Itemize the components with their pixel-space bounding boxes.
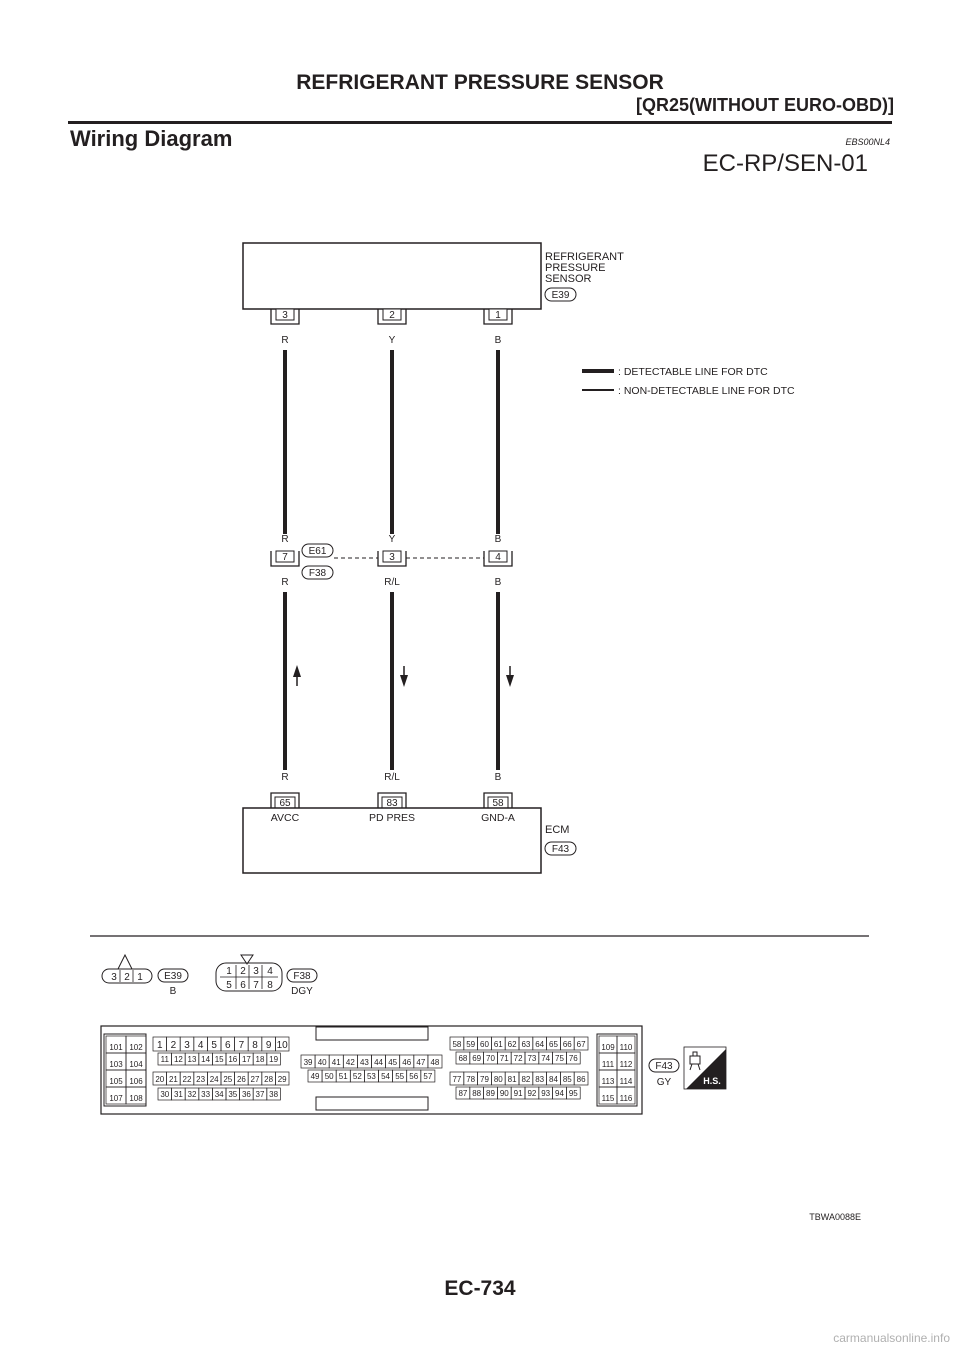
ecm-pin-65 bbox=[271, 793, 299, 809]
f43-pin-43: 43 bbox=[359, 1058, 369, 1067]
connector-view-e39 bbox=[102, 955, 188, 997]
ecm-connector-label: F43 bbox=[551, 844, 570, 855]
f43-pin-55: 55 bbox=[395, 1072, 405, 1081]
ecm-pin-name-gnd-a: GND-A bbox=[481, 812, 515, 824]
f43-pin-14: 14 bbox=[201, 1055, 211, 1064]
junction-connector-label-top: E61 bbox=[308, 546, 327, 557]
f43-pin-17: 17 bbox=[241, 1055, 251, 1064]
f43-pin-94: 94 bbox=[555, 1089, 564, 1098]
f43-pin-90: 90 bbox=[499, 1089, 509, 1098]
f43-pin-73: 73 bbox=[527, 1054, 537, 1063]
f43-pin-74: 74 bbox=[541, 1054, 551, 1063]
f43-pin-80: 80 bbox=[493, 1075, 503, 1084]
f43-pin-75: 75 bbox=[555, 1054, 564, 1063]
svg-text:2: 2 bbox=[389, 310, 395, 321]
f43-pin-46: 46 bbox=[402, 1058, 412, 1067]
f43-pin-59: 59 bbox=[466, 1040, 476, 1049]
f43-pin-105: 105 bbox=[109, 1077, 123, 1086]
svg-text:1: 1 bbox=[495, 310, 501, 321]
f43-pin-84: 84 bbox=[549, 1075, 558, 1084]
harness-side-label: H.S. bbox=[703, 1076, 721, 1086]
f43-pin-28: 28 bbox=[264, 1075, 274, 1084]
junction-pin-4 bbox=[484, 551, 512, 566]
figure-id: TBWA0088E bbox=[809, 1212, 861, 1222]
f43-pin-4: 4 bbox=[197, 1040, 204, 1051]
f43-pin-56: 56 bbox=[409, 1072, 419, 1081]
junction-connector-label-bottom: F38 bbox=[308, 568, 327, 579]
f43-pin-34: 34 bbox=[214, 1090, 224, 1099]
f43-pin-47: 47 bbox=[416, 1058, 426, 1067]
f43-pin-48: 48 bbox=[430, 1058, 440, 1067]
wire-color-top-mid: Y bbox=[388, 335, 396, 346]
wire-color-junction-lower-right: B bbox=[494, 577, 502, 588]
svg-text:1: 1 bbox=[226, 966, 232, 977]
f43-pin-3: 3 bbox=[184, 1040, 190, 1051]
f43-pin-88: 88 bbox=[472, 1089, 482, 1098]
legend-detectable-label: : DETECTABLE LINE FOR DTC bbox=[618, 366, 768, 378]
ecm-pin-name-avcc: AVCC bbox=[270, 812, 300, 824]
page-number: EC-734 bbox=[444, 1277, 516, 1300]
e39-connector-color: B bbox=[169, 986, 177, 997]
f43-pin-91: 91 bbox=[513, 1089, 523, 1098]
f43-pin-57: 57 bbox=[423, 1072, 433, 1081]
ecm-pin-58 bbox=[484, 793, 512, 809]
legend-non-detectable-label: : NON-DETECTABLE LINE FOR DTC bbox=[618, 385, 795, 397]
f43-pin-25: 25 bbox=[223, 1075, 233, 1084]
f43-pin-26: 26 bbox=[236, 1075, 246, 1084]
f43-pin-78: 78 bbox=[466, 1075, 476, 1084]
f43-pin-62: 62 bbox=[507, 1040, 517, 1049]
wire-color-junction-upper-left: R bbox=[281, 534, 289, 545]
e39-pin-1: 1 bbox=[137, 972, 143, 983]
wire-color-junction-lower-mid: R/L bbox=[384, 577, 400, 588]
wire-color-bottom-left: R bbox=[281, 772, 289, 783]
f43-pin-52: 52 bbox=[352, 1072, 362, 1081]
f43-pin-79: 79 bbox=[480, 1075, 489, 1084]
page-title: REFRIGERANT PRESSURE SENSOR bbox=[296, 71, 664, 94]
f43-pin-32: 32 bbox=[187, 1090, 197, 1099]
f43-pin-49: 49 bbox=[310, 1072, 320, 1081]
arrow-up-icon bbox=[293, 665, 301, 686]
f43-pin-5: 5 bbox=[211, 1040, 217, 1051]
f43-pin-93: 93 bbox=[541, 1089, 551, 1098]
f43-pin-2: 2 bbox=[170, 1040, 177, 1051]
f43-pin-87: 87 bbox=[458, 1089, 468, 1098]
f43-pin-9: 9 bbox=[265, 1040, 272, 1051]
svg-text:6: 6 bbox=[240, 980, 246, 991]
f43-pin-114: 114 bbox=[619, 1077, 633, 1086]
f43-pin-35: 35 bbox=[228, 1090, 238, 1099]
page-subtitle: [QR25(WITHOUT EURO-OBD)] bbox=[636, 95, 894, 115]
svg-text:2: 2 bbox=[240, 966, 246, 977]
svg-text:3: 3 bbox=[282, 310, 288, 321]
diagram-id: EC-RP/SEN-01 bbox=[702, 150, 868, 177]
f43-pin-65: 65 bbox=[549, 1040, 558, 1049]
f43-pin-23: 23 bbox=[196, 1075, 206, 1084]
f43-pin-68: 68 bbox=[458, 1054, 468, 1063]
f43-pin-71: 71 bbox=[499, 1054, 509, 1063]
ecm-pin-83 bbox=[378, 793, 406, 809]
f43-pin-18: 18 bbox=[255, 1055, 265, 1064]
wire-color-junction-upper-mid: Y bbox=[388, 534, 396, 545]
f43-pin-103: 103 bbox=[109, 1060, 123, 1069]
f43-pin-113: 113 bbox=[601, 1077, 615, 1086]
f43-pin-27: 27 bbox=[250, 1075, 260, 1084]
f43-pin-86: 86 bbox=[576, 1075, 586, 1084]
f43-pin-30: 30 bbox=[160, 1090, 170, 1099]
f43-pin-50: 50 bbox=[324, 1072, 334, 1081]
svg-text:3: 3 bbox=[253, 966, 259, 977]
f43-pin-66: 66 bbox=[562, 1040, 572, 1049]
svg-text:4: 4 bbox=[495, 552, 501, 563]
connector-view-f38 bbox=[216, 955, 317, 997]
f43-pin-44: 44 bbox=[374, 1058, 384, 1067]
wire-color-top-left: R bbox=[281, 335, 289, 346]
f43-pin-11: 11 bbox=[160, 1055, 169, 1064]
sensor-box bbox=[243, 243, 541, 309]
f43-pin-45: 45 bbox=[388, 1058, 398, 1067]
arrow-down-icon bbox=[400, 666, 408, 687]
f43-pin-81: 81 bbox=[507, 1075, 517, 1084]
wire-color-bottom-right: B bbox=[494, 772, 502, 783]
f43-pin-89: 89 bbox=[486, 1089, 495, 1098]
f43-pin-6: 6 bbox=[225, 1040, 231, 1051]
svg-text:4: 4 bbox=[267, 966, 273, 977]
f43-pin-110: 110 bbox=[619, 1043, 633, 1052]
f43-pin-111: 111 bbox=[601, 1060, 615, 1069]
svg-text:7: 7 bbox=[253, 980, 259, 991]
f43-pin-39: 39 bbox=[303, 1058, 313, 1067]
svg-text:5: 5 bbox=[226, 980, 232, 991]
connector-view-f43 bbox=[101, 1026, 642, 1114]
f43-pin-8: 8 bbox=[252, 1040, 258, 1051]
f43-pin-13: 13 bbox=[187, 1055, 197, 1064]
f43-pin-77: 77 bbox=[452, 1075, 462, 1084]
f43-pin-38: 38 bbox=[269, 1090, 279, 1099]
ecm-name: ECM bbox=[545, 824, 570, 836]
f43-pin-64: 64 bbox=[535, 1040, 545, 1049]
f43-pin-82: 82 bbox=[521, 1075, 531, 1084]
svg-text:8: 8 bbox=[267, 980, 273, 991]
f43-pin-83: 83 bbox=[535, 1075, 545, 1084]
f43-pin-10: 10 bbox=[276, 1040, 288, 1051]
f43-pin-33: 33 bbox=[201, 1090, 211, 1099]
junction-pin-7 bbox=[271, 551, 299, 566]
f43-pin-42: 42 bbox=[345, 1058, 355, 1067]
f43-pin-53: 53 bbox=[366, 1072, 376, 1081]
f43-pin-58: 58 bbox=[452, 1040, 462, 1049]
section-title: Wiring Diagram bbox=[70, 126, 233, 151]
f43-pin-115: 115 bbox=[601, 1094, 615, 1103]
f43-connector-id: F43 bbox=[655, 1061, 673, 1072]
f43-pin-69: 69 bbox=[472, 1054, 482, 1063]
footer-watermark: carmanualsonline.info bbox=[833, 1331, 950, 1345]
sensor-name-3: SENSOR bbox=[545, 273, 592, 285]
f43-pin-16: 16 bbox=[228, 1055, 238, 1064]
f43-pin-12: 12 bbox=[173, 1055, 183, 1064]
f43-pin-95: 95 bbox=[568, 1089, 578, 1098]
svg-text:58: 58 bbox=[492, 798, 504, 809]
f43-pin-92: 92 bbox=[527, 1089, 537, 1098]
arrow-down-icon bbox=[506, 666, 514, 687]
f43-pin-116: 116 bbox=[619, 1094, 633, 1103]
f38-connector-color: DGY bbox=[291, 986, 313, 997]
f43-pin-1: 1 bbox=[157, 1040, 163, 1051]
wire-color-junction-lower-left: R bbox=[281, 577, 289, 588]
f43-pin-51: 51 bbox=[338, 1072, 348, 1081]
f43-pin-101: 101 bbox=[109, 1043, 123, 1052]
wire-color-bottom-mid: R/L bbox=[384, 772, 400, 783]
f43-pin-15: 15 bbox=[214, 1055, 224, 1064]
f43-pin-36: 36 bbox=[241, 1090, 251, 1099]
sensor-name-2: PRESSURE bbox=[545, 262, 606, 274]
f43-pin-7: 7 bbox=[238, 1040, 245, 1051]
f43-pin-70: 70 bbox=[486, 1054, 495, 1063]
f43-pin-106: 106 bbox=[129, 1077, 143, 1086]
f43-pin-22: 22 bbox=[182, 1075, 192, 1084]
sensor-pin-2 bbox=[378, 309, 406, 324]
f43-pin-29: 29 bbox=[277, 1075, 287, 1084]
e39-pin-3: 3 bbox=[111, 972, 117, 983]
svg-text:3: 3 bbox=[389, 552, 395, 563]
f43-pin-63: 63 bbox=[521, 1040, 531, 1049]
f43-connector-color: GY bbox=[656, 1077, 672, 1088]
sensor-connector-label: E39 bbox=[551, 290, 570, 301]
f43-pin-109: 109 bbox=[601, 1043, 615, 1052]
f43-pin-19: 19 bbox=[269, 1055, 279, 1064]
f43-pin-41: 41 bbox=[331, 1058, 341, 1067]
f43-pin-20: 20 bbox=[155, 1075, 165, 1084]
wire-color-junction-upper-right: B bbox=[494, 534, 502, 545]
f43-pin-67: 67 bbox=[576, 1040, 586, 1049]
sensor-pin-1 bbox=[484, 309, 512, 324]
f43-pin-40: 40 bbox=[317, 1058, 327, 1067]
harness-side-icon bbox=[684, 1047, 726, 1089]
section-code: EBS00NL4 bbox=[845, 137, 890, 147]
f43-pin-85: 85 bbox=[562, 1075, 572, 1084]
junction-pin-3 bbox=[378, 551, 406, 566]
f43-pin-31: 31 bbox=[173, 1090, 183, 1099]
wire-color-top-right: B bbox=[494, 335, 502, 346]
f43-pin-54: 54 bbox=[381, 1072, 391, 1081]
sensor-pin-3 bbox=[271, 309, 299, 324]
f43-pin-37: 37 bbox=[255, 1090, 265, 1099]
f38-connector-id: F38 bbox=[293, 971, 311, 982]
f43-pin-24: 24 bbox=[209, 1075, 219, 1084]
f43-pin-61: 61 bbox=[493, 1040, 503, 1049]
f43-pin-107: 107 bbox=[109, 1094, 123, 1103]
f43-pin-104: 104 bbox=[129, 1060, 143, 1069]
svg-text:7: 7 bbox=[282, 552, 288, 563]
svg-text:65: 65 bbox=[279, 798, 291, 809]
e39-pin-2: 2 bbox=[124, 972, 130, 983]
e39-connector-id: E39 bbox=[164, 971, 182, 982]
ecm-pin-name-pd-pres: PD PRES bbox=[368, 812, 416, 824]
f43-pin-108: 108 bbox=[129, 1094, 143, 1103]
f43-pin-102: 102 bbox=[129, 1043, 143, 1052]
sensor-name-1: REFRIGERANT bbox=[545, 251, 624, 263]
f43-pin-72: 72 bbox=[513, 1054, 523, 1063]
f43-pin-21: 21 bbox=[168, 1075, 178, 1084]
f43-pin-112: 112 bbox=[619, 1060, 633, 1069]
f43-pin-60: 60 bbox=[480, 1040, 489, 1049]
f43-pin-76: 76 bbox=[568, 1054, 578, 1063]
svg-text:83: 83 bbox=[386, 798, 398, 809]
